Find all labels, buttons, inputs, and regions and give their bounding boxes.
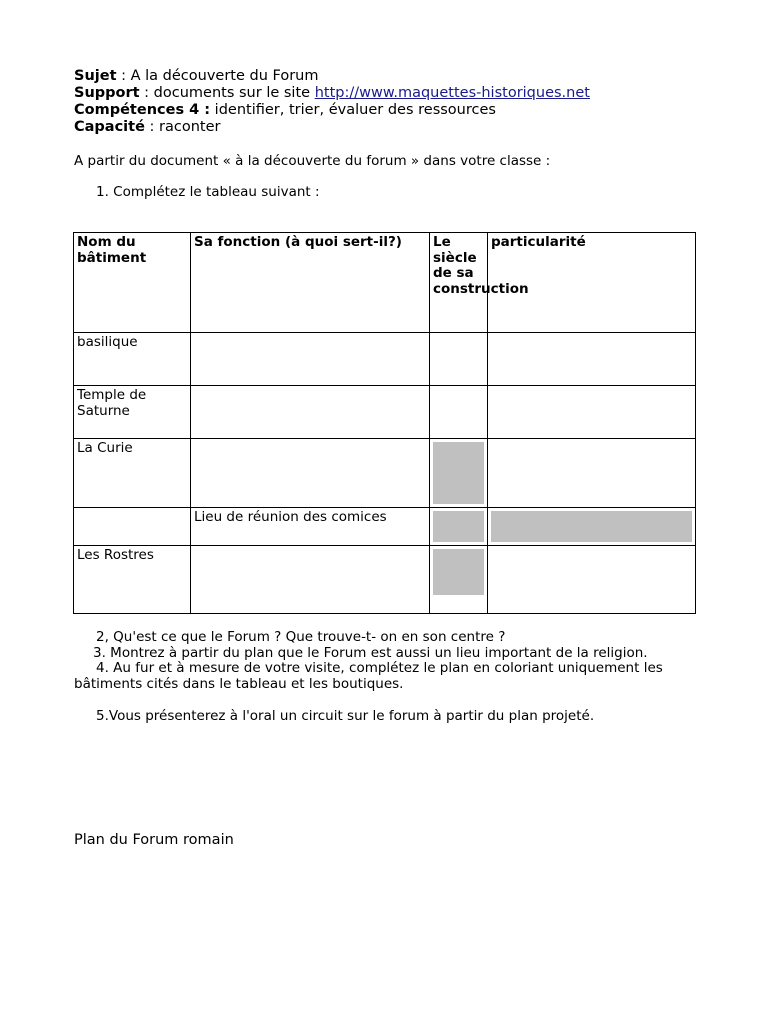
question-1: 1. Complétez le tableau suivant : — [96, 184, 320, 200]
table-row — [74, 439, 696, 508]
shaded-block — [433, 442, 484, 504]
support-line — [74, 85, 714, 102]
header-particularite: particularité — [488, 233, 696, 333]
cell-name: Les Rostres — [74, 546, 191, 614]
question-2: 2, Qu'est ce que le Forum ? Que trouve-t- on en son centre ? — [96, 629, 506, 645]
competences-label: Compétences 4 : — [74, 102, 211, 118]
question-5: 5.Vous présenterez à l'oral un circuit sur le forum à partir du plan projeté. — [96, 708, 595, 724]
cell-fonction — [191, 386, 430, 439]
cell-fonction: Lieu de réunion des comices — [191, 508, 430, 546]
support-value: : documents sur le site — [139, 85, 315, 101]
cell-fonction — [191, 546, 430, 614]
cell-siecle — [430, 546, 488, 614]
table-header-row — [74, 233, 696, 333]
cell-particularite — [488, 386, 696, 439]
support-link[interactable]: http://www.maquettes-historiques.net — [314, 85, 590, 101]
questions-block — [74, 630, 714, 692]
capacite-label: Capacité — [74, 119, 145, 135]
capacite-line — [74, 119, 714, 136]
sujet-value: : A la découverte du Forum — [116, 68, 319, 84]
cell-particularite — [488, 439, 696, 508]
table-row — [74, 386, 696, 439]
cell-particularite — [488, 333, 696, 386]
cell-name: basilique — [74, 333, 191, 386]
cell-particularite — [488, 508, 696, 546]
buildings-table — [73, 232, 696, 614]
sujet-line — [74, 68, 714, 85]
question-3: 3. Montrez à partir du plan que le Forum est aussi un lieu important de la religion. — [93, 644, 648, 661]
shaded-block — [491, 511, 692, 542]
cell-siecle — [430, 333, 488, 386]
support-label: Support — [74, 85, 140, 101]
cell-name: La Curie — [74, 439, 191, 508]
shaded-block — [433, 511, 484, 542]
table-row — [74, 508, 696, 546]
header-block — [74, 68, 714, 136]
shaded-block — [433, 549, 484, 595]
capacite-value: : raconter — [144, 119, 221, 135]
plan-title: Plan du Forum romain — [74, 832, 234, 848]
competences-line — [74, 102, 714, 119]
sujet-label: Sujet — [74, 68, 117, 84]
cell-fonction — [191, 439, 430, 508]
header-fonction: Sa fonction (à quoi sert-il?) — [191, 233, 430, 333]
cell-siecle — [430, 439, 488, 508]
header-siecle: Le siècle de sa construction — [430, 233, 488, 333]
cell-particularite — [488, 546, 696, 614]
header-nom: Nom du bâtiment — [74, 233, 191, 333]
cell-name: Temple de Saturne — [74, 386, 191, 439]
competences-value: identifier, trier, évaluer des ressources — [210, 102, 496, 118]
question-4: 4. Au fur et à mesure de votre visite, complétez le plan en coloriant uniquement les bâtiments cités dans le tableau et les boutiques. — [74, 660, 663, 692]
cell-fonction — [191, 333, 430, 386]
table-row — [74, 546, 696, 614]
cell-name — [74, 508, 191, 546]
table-row — [74, 333, 696, 386]
cell-siecle — [430, 508, 488, 546]
cell-siecle — [430, 386, 488, 439]
intro-text: A partir du document « à la découverte du forum » dans votre classe : — [74, 153, 551, 169]
